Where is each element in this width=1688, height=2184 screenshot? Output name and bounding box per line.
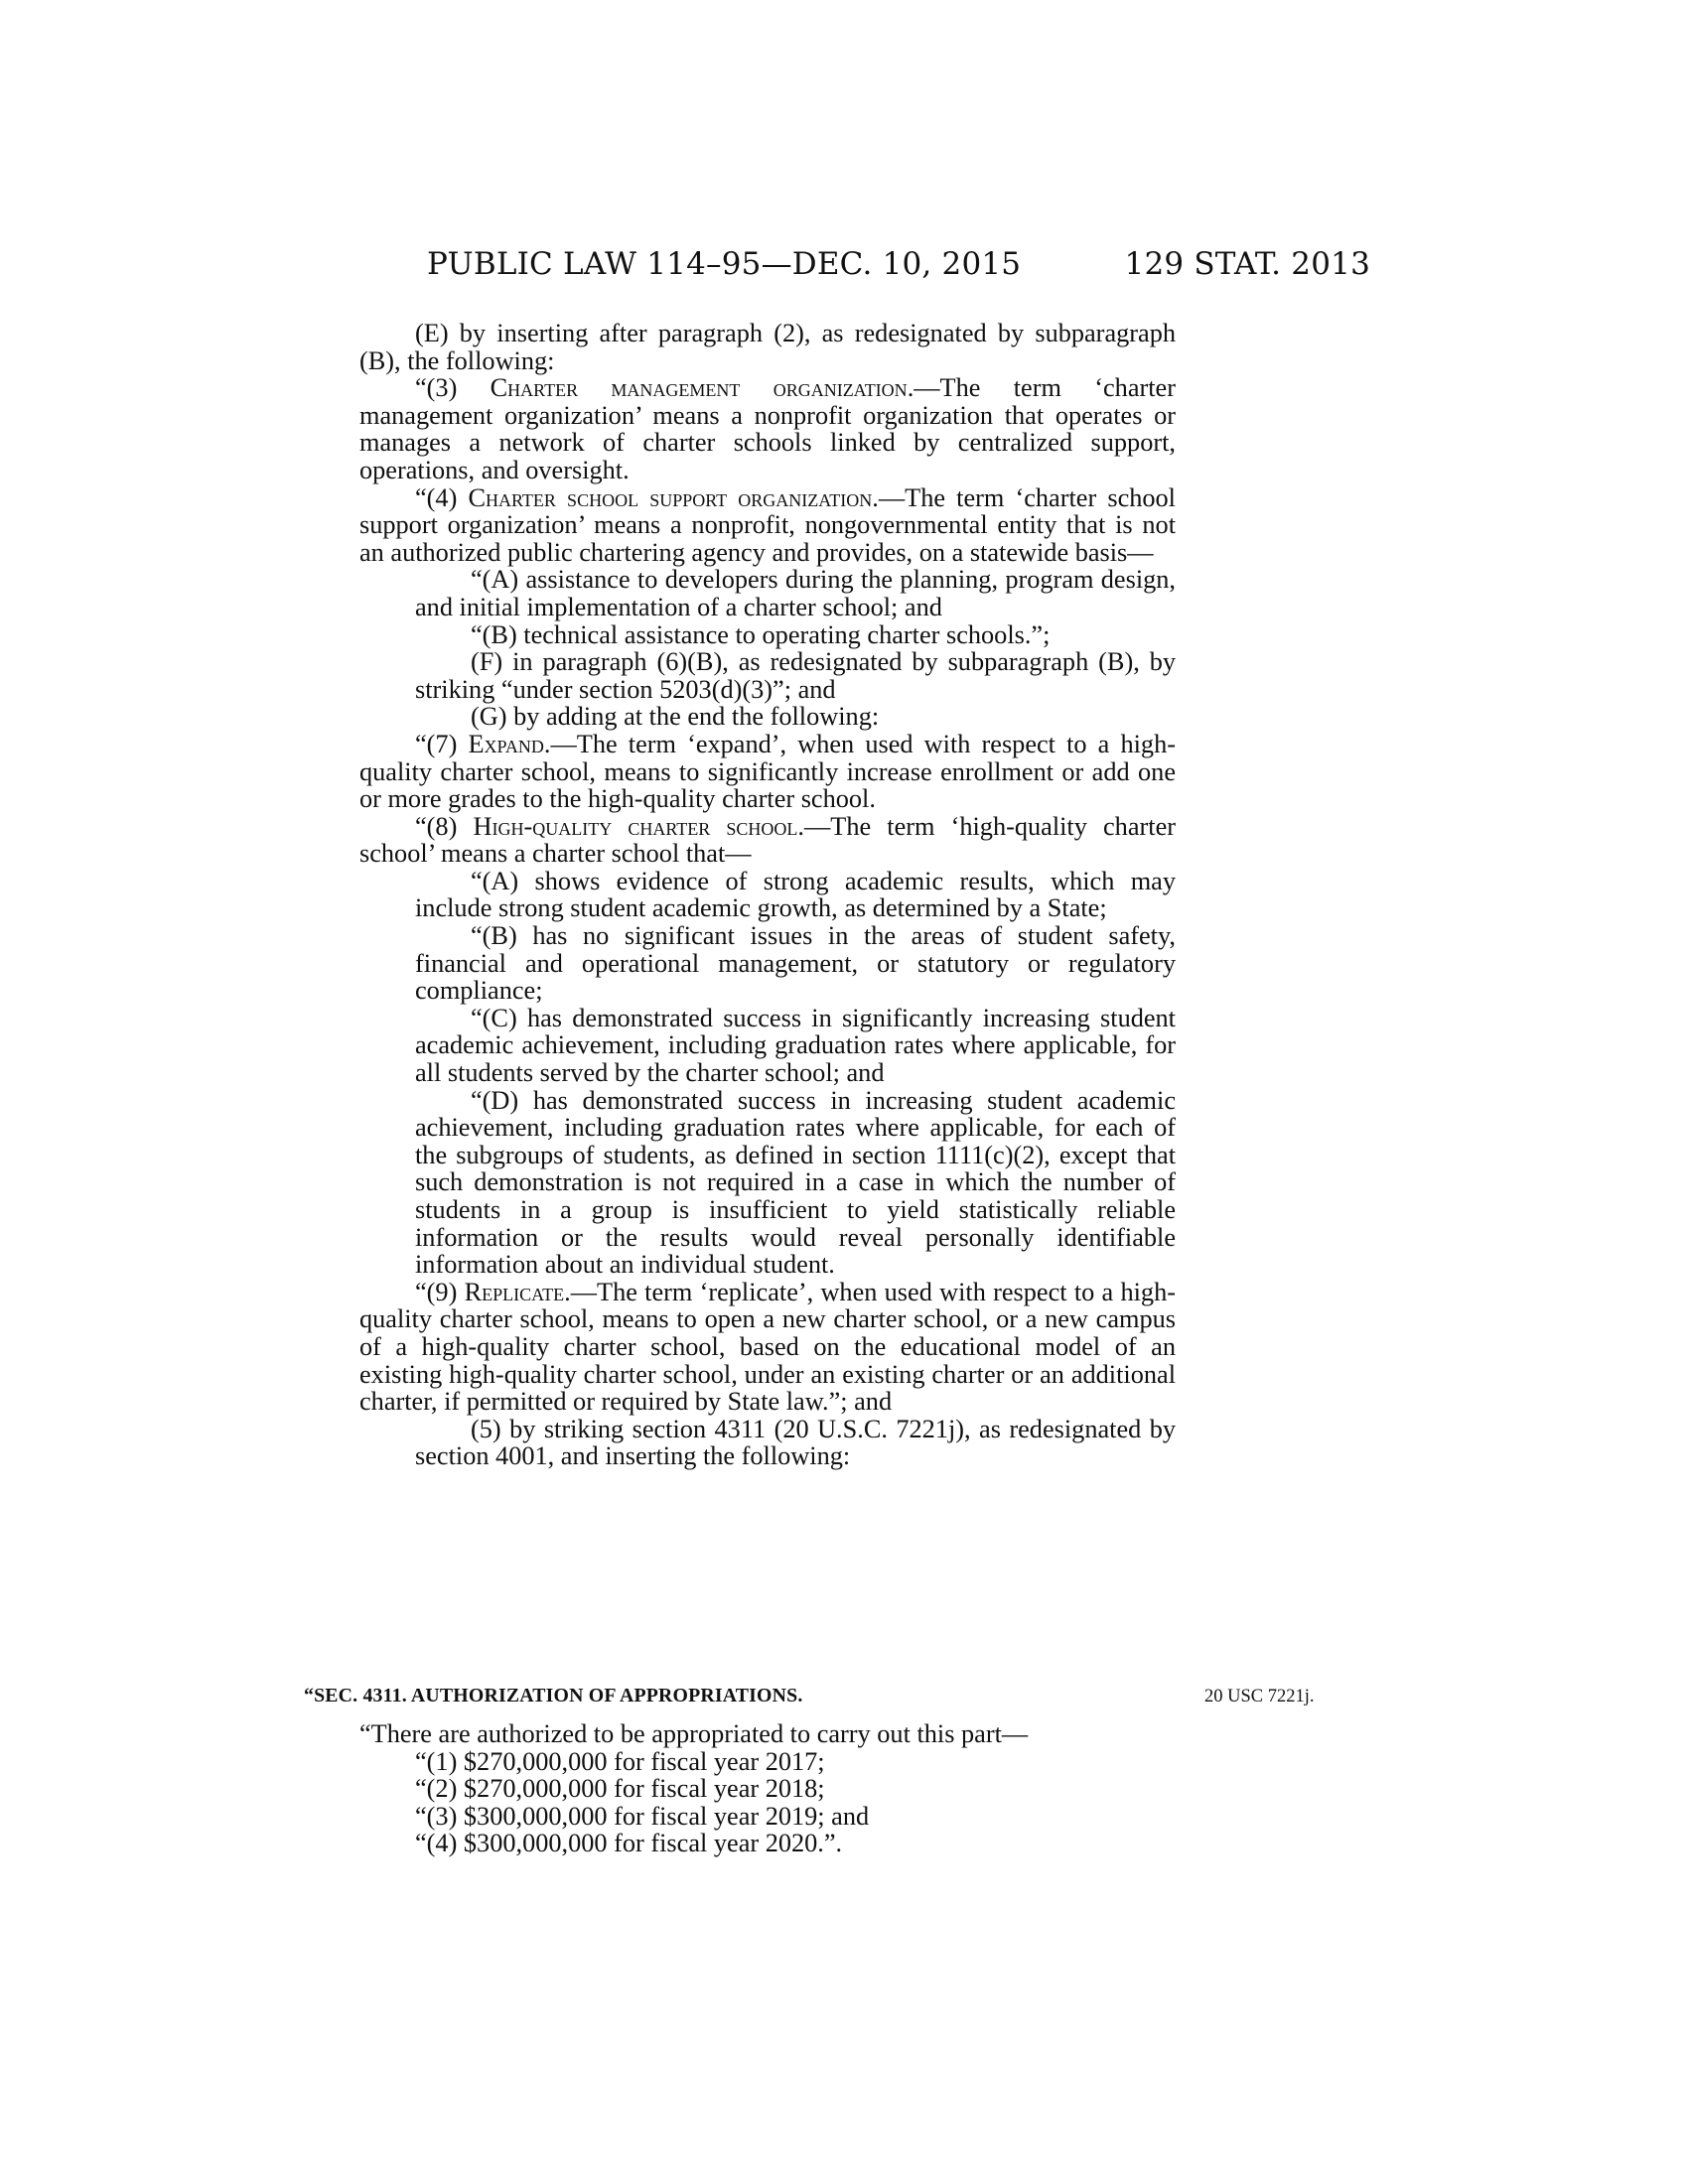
definition-8-number: “(8) [415,811,474,841]
definition-9 [359,1279,1176,1416]
margin-note: 20 USC 7221j. [1204,1687,1315,1706]
definition-7-text: .—The term ‘expand’, when used with respect to a high-quality charter school, means to significantly increase enrollment or add one or more grades to the high-quality charter school. [359,729,1176,814]
paragraph-e: (E) by inserting after paragraph (2), as redesignated by subparagraph (B), the following: [359,319,1176,375]
appropriations-text [304,1720,1176,1857]
running-title: PUBLIC LAW 114–95—DEC. 10, 2015 [427,246,1022,282]
definition-9-number: “(9) [415,1277,465,1306]
page-header [427,246,1370,290]
definition-4-a: “(A) assistance to developers during the planning, program design, and initial implementation of a charter school; and [415,565,1176,621]
paragraph-5: (5) by striking section 4311 (20 U.S.C. 7221j), as redesignated by section 4001, and inserting the following: [415,1414,1176,1471]
definition-4-b: “(B) technical assistance to operating charter schools.”; [471,619,1051,649]
definition-8-c: “(C) has demonstrated success in significantly increasing student academic achievement, including graduation rates where applicable, for all students served by the charter school; and [415,1003,1176,1088]
definition-4-number: “(4) [415,482,469,512]
appropriation-item: “(4) $300,000,000 for fiscal year 2020.”. [415,1829,843,1858]
paragraph-g: (G) by adding at the end the following: [471,702,880,732]
definition-7-number: “(7) [415,729,469,758]
definition-8-d: “(D) has demonstrated success in increasing student academic achievement, including graduation rates where applicable, for each of the subgroups of students, as defined in section 1111(c)(2), except that such demonstration is not required in a case in which the number of students in a group is insufficient to yield statistically reliable information or the results would reveal personally identifiable information about an individual student. [415,1085,1176,1280]
definition-7 [359,731,1176,813]
definition-8-text: .—The term ‘high-quality charter school’ means a charter school that— [359,811,1176,869]
definition-8 [359,813,1176,868]
statute-citation: 129 STAT. 2013 [1124,246,1370,282]
appropriations-intro: “There are authorized to be appropriated to carry out this part— [359,1719,1029,1748]
appropriation-item: “(2) $270,000,000 for fiscal year 2018; [415,1774,825,1804]
definition-3 [359,374,1176,483]
definition-9-text: .—The term ‘replicate’, when used with respect to a high-quality charter school, means to open a new charter school, or a new campus of a high-quality charter school, based on the educational model of an existing high-quality charter school, under an existing charter or an additional charter, if permitted or required by State law.”; and [359,1277,1176,1417]
definition-4-text: .—The term ‘charter school support organization’ means a nonprofit, nongovernmental entity that is not an authorized public chartering agency and provides, on a statewide basis— [359,482,1176,567]
definition-8-heading: High-quality charter school [473,811,798,841]
appropriation-item: “(3) $300,000,000 for fiscal year 2019; and [415,1801,870,1831]
definition-9-heading: Replicate [464,1277,565,1306]
definition-4 [359,484,1176,567]
appropriation-item: “(1) $270,000,000 for fiscal year 2017; [415,1746,825,1776]
definition-3-text: .—The term ‘charter management organization’ means a nonprofit organization that operates or manages a network of charter schools linked by centralized support, operations, and oversight. [359,373,1176,484]
definition-3-number: “(3) [415,373,491,403]
definition-8-a: “(A) shows evidence of strong academic results, which may include strong student academic growth, as determined by a State; [415,866,1176,923]
definition-8-b: “(B) has no significant issues in the areas of student safety, financial and operational management, or statutory or regulatory compliance; [415,921,1176,1006]
definition-3-heading: Charter management organization [490,373,908,403]
body-text [359,320,1176,1470]
definition-4-heading: Charter school support organization [468,482,873,512]
paragraph-f: (F) in paragraph (6)(B), as redesignated by subparagraph (B), by striking “under section 5203(d)(3)”; and [415,647,1176,704]
definition-7-heading: Expand [468,729,544,758]
section-heading: “SEC. 4311. AUTHORIZATION OF APPROPRIATIONS. [304,1685,803,1706]
